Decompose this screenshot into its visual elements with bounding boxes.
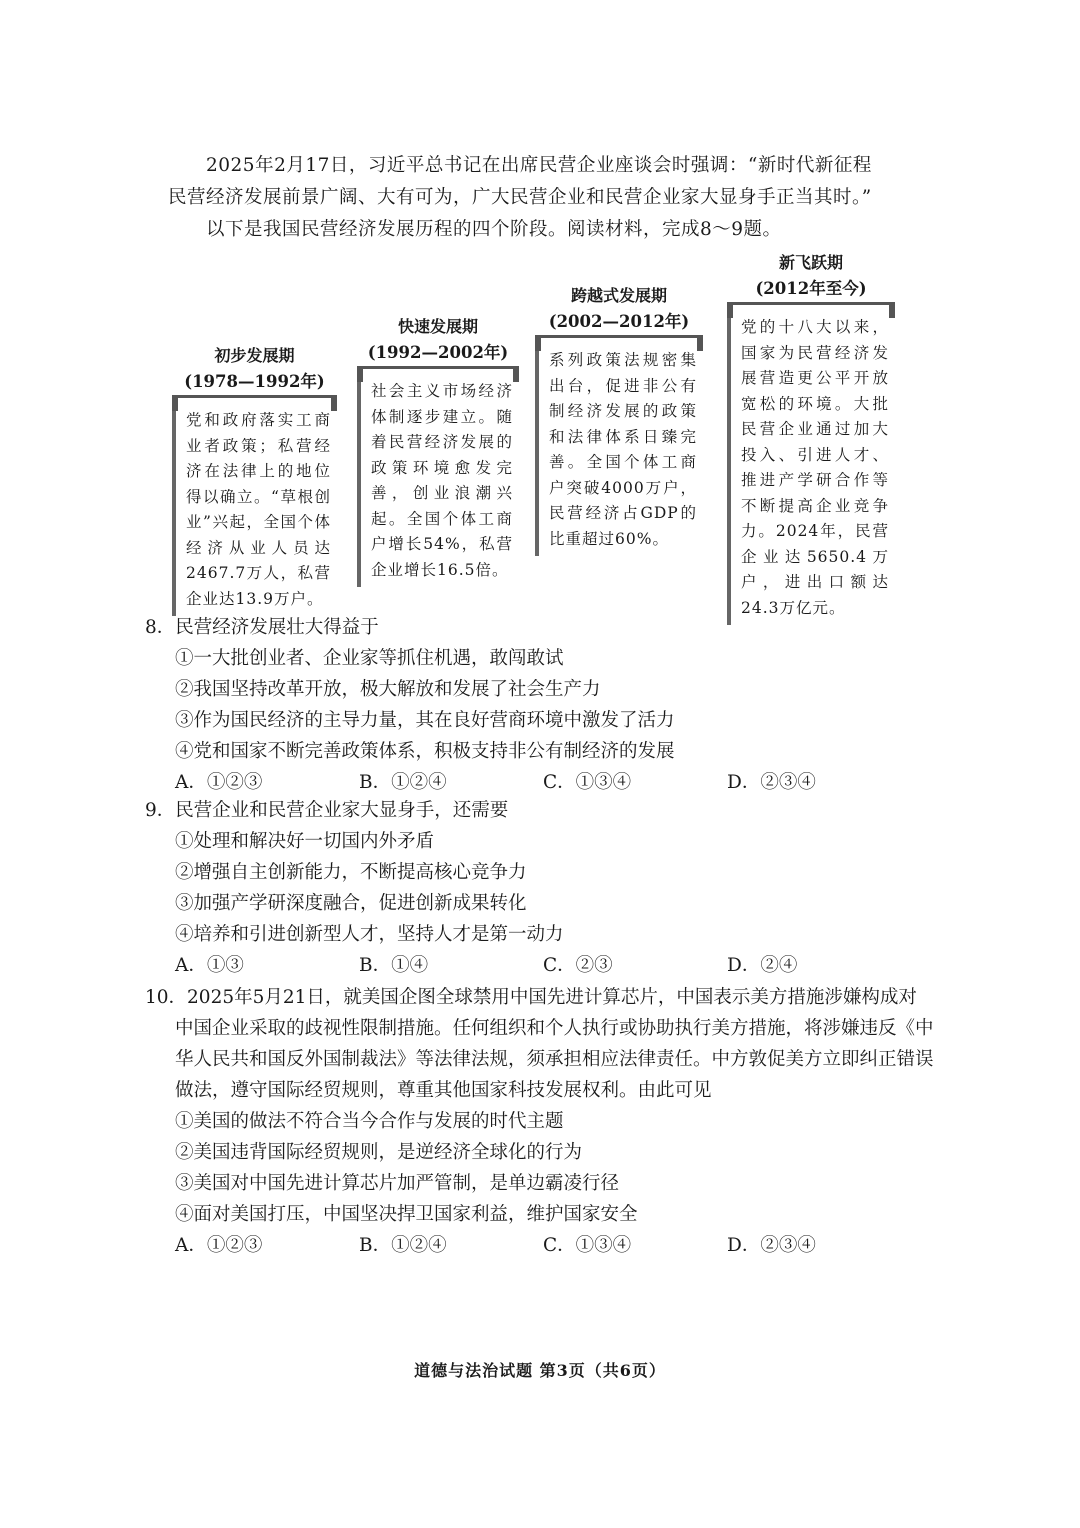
choice-c: C．①③④: [543, 772, 632, 793]
stage-card-4: [727, 250, 895, 625]
choice-b: B．①②④: [359, 772, 447, 793]
stage-bracket: [727, 302, 895, 305]
statement-3: ③加强产学研深度融合，促进创新成果转化: [175, 893, 527, 914]
statement-2: ②增强自主创新能力，不断提高核心竞争力: [175, 862, 527, 883]
choice-d: D．②③④: [727, 1235, 816, 1256]
stage-card-2: [357, 314, 519, 587]
stage-description: 党和政府落实工商业者政策；私营经济在法律上的地位得以确立。“草根创业”兴起，全国个体经济从业人员达2467.7万人，私营企业达13.9万户。: [172, 398, 337, 616]
choice-a: A．①②③: [175, 1235, 263, 1256]
stage-description: 党的十八大以来，国家为民营经济发展营造更公平开放宽松的环境。大批民营企业通过加大投入、引进人才、推进产学研合作等不断提高企业竞争力。2024年，民营企业达5650.4万户，进出口额达24.3万亿元。: [727, 305, 895, 625]
statement-1: ①处理和解决好一切国内外矛盾: [175, 831, 435, 852]
statement-4: ④面对美国打压，中国坚决捍卫国家利益，维护国家安全: [175, 1204, 638, 1225]
question-stem: 8．民营经济发展壮大得益于: [145, 617, 379, 638]
choice-b: B．①②④: [359, 1235, 447, 1256]
statement-2: ②我国坚持改革开放，极大解放和发展了社会生产力: [175, 679, 601, 700]
stage-bracket: [357, 366, 519, 369]
intro-line-2: 民营经济发展前景广阔、大有可为，广大民营企业和民营企业家大显身手正当其时。”: [168, 187, 872, 208]
stage-period: (1978—1992年): [184, 372, 325, 391]
choice-b: B．①④: [359, 955, 429, 976]
statement-2: ②美国违背国际经贸规则，是逆经济全球化的行为: [175, 1142, 583, 1163]
statement-3: ③作为国民经济的主导力量，其在良好营商环境中激发了活力: [175, 710, 675, 731]
page-footer: 道德与法治试题 第3页（共6页）: [414, 1361, 666, 1380]
choice-c: C．②③: [543, 955, 613, 976]
stage-bracket: [172, 395, 337, 398]
stage-description: 系列政策法规密集出台，促进非公有制经济发展的政策和法律体系日臻完善。全国个体工商户突破4000万户，民营经济占GDP的比重超过60%。: [535, 338, 703, 556]
question-stem: 9．民营企业和民营企业家大显身手，还需要: [145, 800, 509, 821]
answer-choices: [175, 1230, 935, 1261]
choice-a: A．①②③: [175, 772, 263, 793]
stage-period: (2002—2012年): [548, 312, 690, 331]
question-stem: 10．2025年5月21日，就美国企图全球禁用中国先进计算芯片，中国表示美方措施涉嫌构成对中国企业采取的歧视性限制措施。任何组织和个人执行或协助执行美方措施，将涉嫌违反《中华人民共和国反外国制裁法》等法律法规，须承担相应法律责任。中方敦促美方立即纠正错误做法，遵守国际经贸规则，尊重其他国家科技发展权利。由此可见: [145, 987, 934, 1101]
stage-title: 新飞跃期: [778, 253, 843, 272]
stage-period: (2012年至今): [755, 279, 867, 298]
choice-a: A．①③: [175, 955, 244, 976]
stage-title: 跨越式发展期: [570, 286, 667, 305]
question-10: [145, 982, 935, 1261]
intro-material: [170, 150, 930, 246]
choice-d: D．②③④: [727, 772, 816, 793]
answer-choices: [175, 767, 935, 798]
stage-title: 快速发展期: [397, 317, 478, 336]
stage-bracket: [535, 335, 703, 338]
stage-period: (1992—2002年): [367, 343, 509, 362]
choice-c: C．①③④: [543, 1235, 632, 1256]
question-8: [145, 612, 935, 798]
statement-1: ①美国的做法不符合当今合作与发展的时代主题: [175, 1111, 564, 1132]
stage-description: 社会主义市场经济体制逐步建立。随着民营经济发展的政策环境愈发完善，创业浪潮兴起。全国个体工商户增长54%，私营企业增长16.5倍。: [357, 369, 519, 587]
stage-card-3: [535, 283, 703, 556]
statement-4: ④党和国家不断完善政策体系，积极支持非公有制经济的发展: [175, 741, 675, 762]
answer-choices: [175, 950, 935, 981]
question-9: [145, 795, 935, 981]
intro-line-3: 以下是我国民营经济发展历程的四个阶段。阅读材料，完成8～9题。: [206, 219, 782, 240]
stage-card-1: [172, 343, 337, 616]
choice-d: D．②④: [727, 955, 798, 976]
intro-line-1: 2025年2月17日，习近平总书记在出席民营企业座谈会时强调：“新时代新征程: [206, 155, 872, 176]
statement-4: ④培养和引进创新型人才，坚持人才是第一动力: [175, 924, 564, 945]
statement-3: ③美国对中国先进计算芯片加严管制，是单边霸凌行径: [175, 1173, 620, 1194]
statement-1: ①一大批创业者、企业家等抓住机遇，敢闯敢试: [175, 648, 564, 669]
stage-title: 初步发展期: [214, 346, 295, 365]
